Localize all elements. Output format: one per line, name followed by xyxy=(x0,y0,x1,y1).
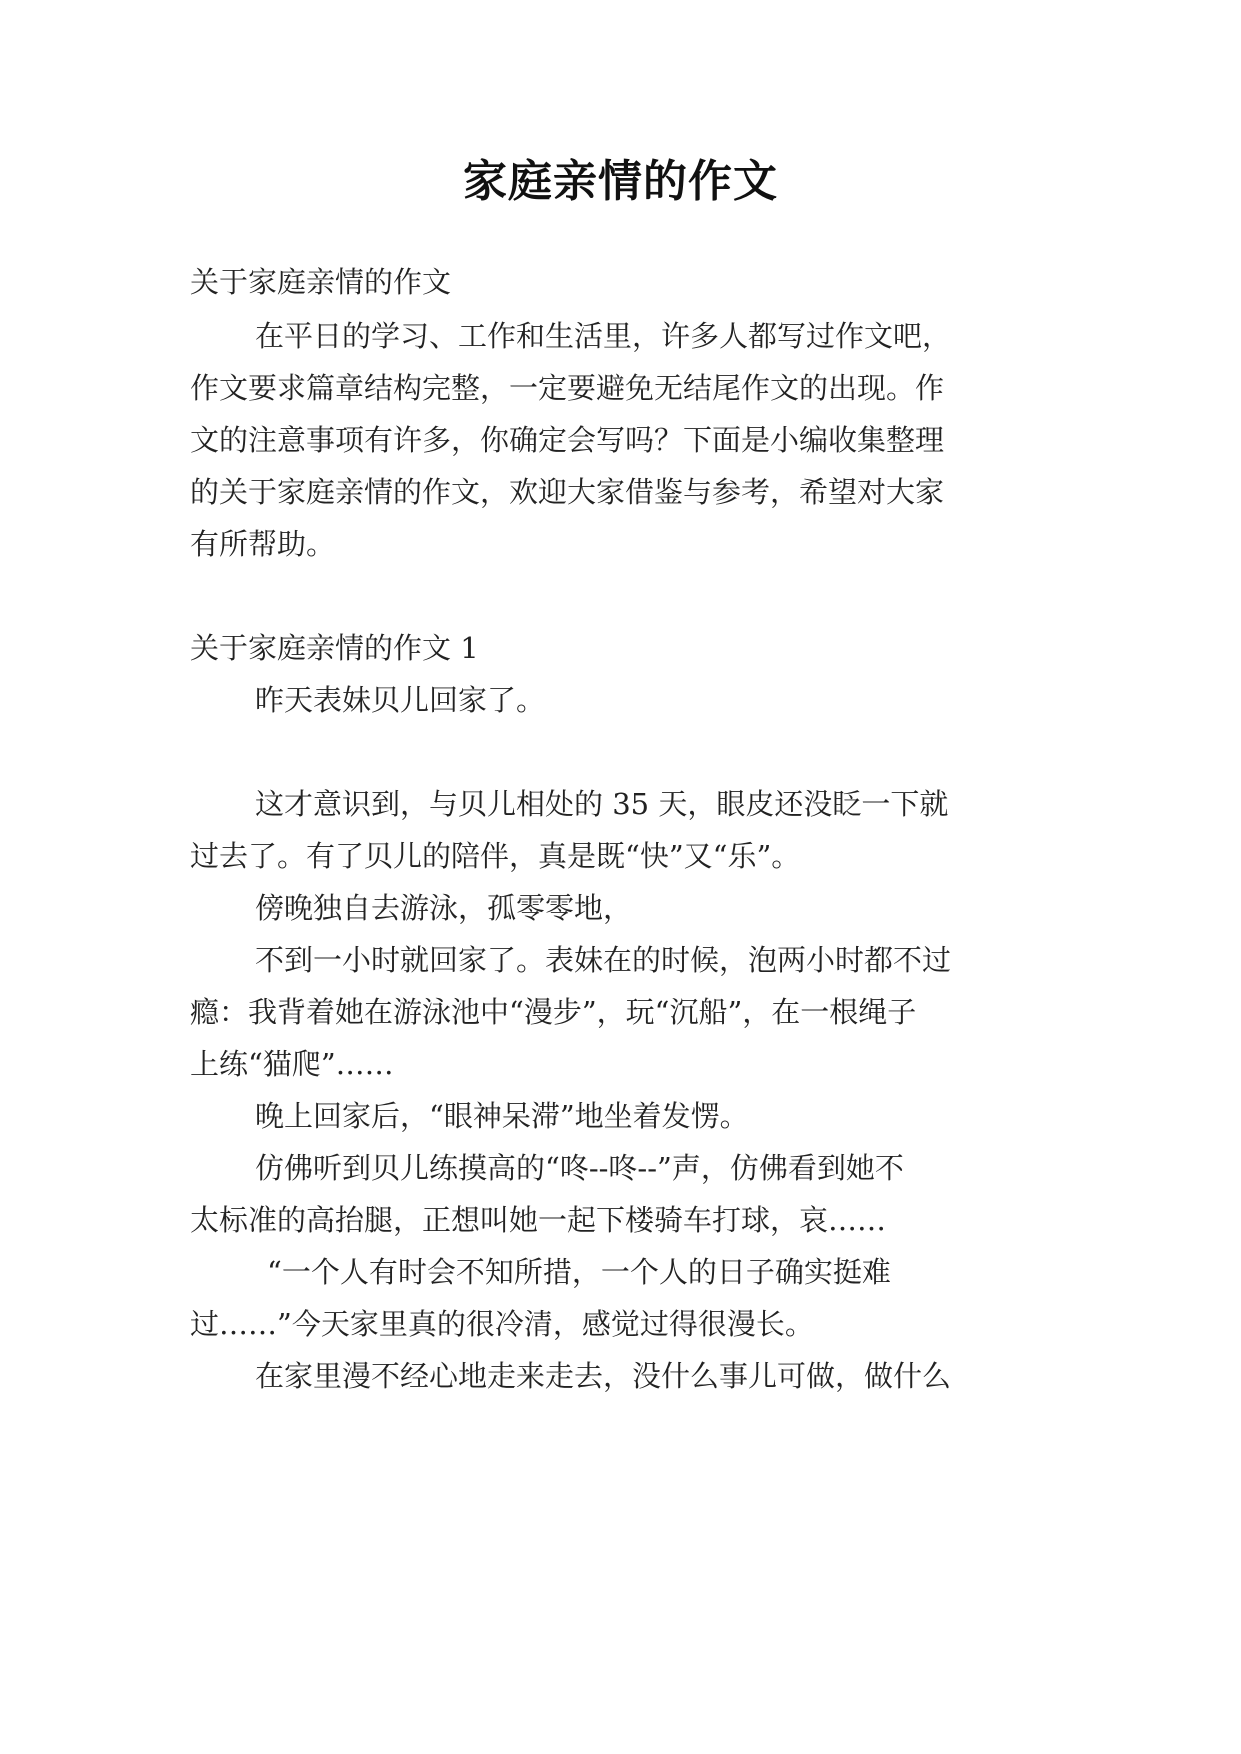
essay-paragraph-line: 晚上回家后，“眼神呆滞”地坐着发愣。 xyxy=(255,1099,749,1133)
essay-paragraph-line: 傍晚独自去游泳，孤零零地， xyxy=(255,891,633,925)
intro-paragraph-line: 的关于家庭亲情的作文，欢迎大家借鉴与参考，希望对大家 xyxy=(190,475,945,509)
essay-paragraph-line: 不到一小时就回家了。表妹在的时候，泡两小时都不过 xyxy=(255,943,952,977)
essay-paragraph-line: 这才意识到，与贝儿相处的 35 天，眼皮还没眨一下就 xyxy=(255,787,949,821)
intro-paragraph-line: 在平日的学习、工作和生活里，许多人都写过作文吧， xyxy=(255,319,952,353)
intro-paragraph-line: 文的注意事项有许多，你确定会写吗？下面是小编收集整理 xyxy=(190,423,945,457)
essay-paragraph-line: 过……”今天家里真的很冷清，感觉过得很漫长。 xyxy=(190,1307,814,1341)
essay-1-heading: 关于家庭亲情的作文 1 xyxy=(190,631,479,665)
intro-heading: 关于家庭亲情的作文 xyxy=(190,265,452,299)
essay-paragraph-line: 太标准的高抬腿，正想叫她一起下楼骑车打球，哀…… xyxy=(190,1203,887,1237)
essay-paragraph-line: “一个人有时会不知所措，一个人的日子确实挺难 xyxy=(267,1255,891,1289)
essay-paragraph-line: 瘾：我背着她在游泳池中“漫步”，玩“沉船”，在一根绳子 xyxy=(190,995,917,1029)
essay-paragraph-line: 昨天表妹贝儿回家了。 xyxy=(255,683,546,717)
essay-paragraph-line: 上练“猫爬”…… xyxy=(190,1047,394,1081)
document-title: 家庭亲情的作文 xyxy=(463,156,778,207)
essay-paragraph-line: 仿佛听到贝儿练摸高的“咚--咚--”声，仿佛看到她不 xyxy=(255,1151,904,1185)
essay-paragraph-line: 在家里漫不经心地走来走去，没什么事儿可做，做什么 xyxy=(255,1359,952,1393)
intro-paragraph-line: 有所帮助。 xyxy=(190,527,336,561)
essay-paragraph-line: 过去了。有了贝儿的陪伴，真是既“快”又“乐”。 xyxy=(190,839,801,873)
intro-paragraph-line: 作文要求篇章结构完整，一定要避免无结尾作文的出现。作 xyxy=(190,371,945,405)
